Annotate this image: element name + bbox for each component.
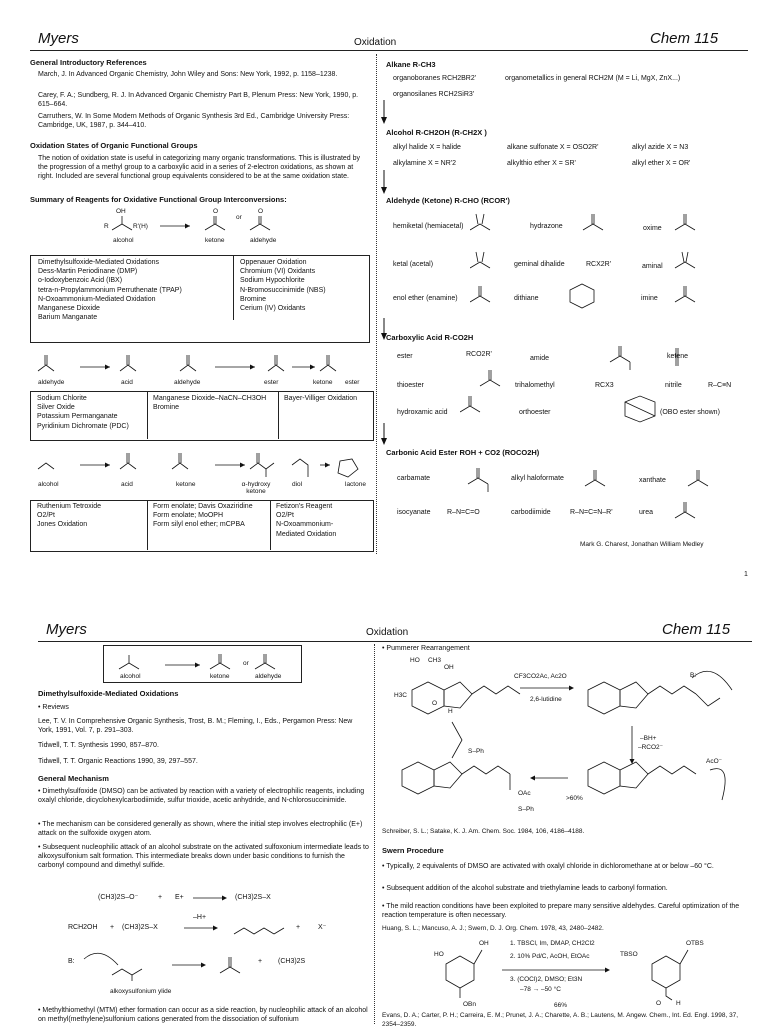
swern-label-oh: OH [479, 940, 489, 947]
acid-item-ester: ester [397, 353, 413, 360]
box1-right-3: N-Bromosuccinimide (NBS) [240, 286, 326, 294]
carbonic-item-carbamate: carbamate [397, 475, 431, 482]
acid-item-amide: amide [530, 355, 550, 362]
column-divider [376, 54, 377, 554]
box1-right-0: Oppenauer Oxidation [240, 259, 307, 266]
states-title: Oxidation States of Organic Functional Groups [30, 141, 198, 150]
pummerer-step-2b: –RCO2⁻ [638, 744, 664, 751]
pummerer-label-base: B: [690, 672, 697, 679]
row2-label-2: aldehyde [174, 379, 201, 386]
box2-c1-2: Potassium Permanganate [37, 413, 118, 421]
alkane-title: Alkane R-CH3 [386, 60, 436, 69]
box2-col-3 [284, 394, 357, 403]
box3-divider-1 [147, 500, 148, 550]
header-center: Oxidation [354, 37, 397, 48]
acid-item-orthoester: orthoester [519, 409, 551, 416]
pummerer-label-sph-2: S–Ph [518, 806, 534, 813]
row3-label-1: acid [121, 481, 133, 488]
mech-eq1-plus: + [158, 894, 163, 901]
row2-label-4: ketone [313, 379, 333, 386]
box1-left-5: Manganese Dioxide [38, 305, 100, 313]
mech-eq3-dms: (CH3)2S [278, 958, 306, 965]
box3-c3-1: O2/Pt [276, 512, 294, 520]
review-2: Tidwell, T. T. Synthesis 1990, 857–870. [38, 742, 159, 749]
box3-c1-0: Ruthenium Tetroxide [37, 503, 102, 510]
swern-step-1: 1. TBSCl, Im, DMAP, CH2Cl2 [510, 940, 595, 947]
box2-col-1 [37, 394, 129, 431]
box3-c3-0: Fetizon's Reagent [276, 503, 333, 510]
pummerer-yield: >60% [566, 795, 583, 802]
row3-label-0: alcohol [38, 481, 59, 488]
review-3: Tidwell, T. T. Organic Reactions 1990, 39, 297–557. [38, 758, 198, 765]
mech-bullet-1: • Dimethylsulfoxide (DMSO) can be activated by reaction with a variety of electrophilic reagents, including oxalyl chloride, dicyclohexylcarbodiimide, sulfur trioxide, acetic anhydride, and N-chlorosuccinimide. [38, 788, 365, 804]
p2-header-left: Myers [46, 621, 87, 638]
mech-bullet-2: • The mechanism can be considered generally as shown, where the initial step involves electrophilic (E+) attack on the sulfoxide oxygen atom. [38, 821, 363, 837]
ald-item-enol-ether: enol ether (enamine) [393, 295, 458, 302]
mech-eq1-e: E+ [175, 894, 184, 901]
box1-left-4: N-Oxoammonium-Mediated Oxidation [38, 295, 156, 303]
swern-label-otbs: OTBS [686, 940, 704, 947]
ald-item-rcx2r: RCX2R' [586, 261, 612, 268]
carbonic-item-xanthate: xanthate [639, 477, 666, 484]
box3-c2-1: Form enolate; MoOPH [153, 512, 224, 520]
arrow-down-1 [378, 100, 390, 126]
mechanism-title: General Mechanism [38, 774, 109, 783]
row3-label-3: α-hydroxy ketone [241, 481, 271, 495]
row2-label-0: aldehyde [38, 379, 65, 386]
alcohol-item-3: alkylamine X = NR'2 [393, 160, 456, 167]
mech-eq1-arrow [193, 893, 229, 903]
page-number: 1 [744, 571, 748, 578]
ref-1: March, J. In Advanced Organic Chemistry, John Wiley and Sons: New York, 1992, p. 1158–1238. [38, 71, 338, 78]
box1-left-list [38, 258, 228, 322]
s1-o2: O [258, 208, 264, 215]
box1-divider [233, 255, 234, 320]
box3-col-2 [153, 502, 253, 530]
p2-header-right: Chem 115 [662, 621, 731, 638]
header-right: Chem 115 [650, 30, 719, 47]
acid-item-rcn: R–C≡N [708, 382, 732, 389]
alcohol-item-4: alkylthio ether X = SR' [507, 160, 576, 167]
pummerer-step-2a: –BH+ [640, 735, 657, 742]
s1-rh: R'(H) [133, 223, 148, 230]
pummerer-label-ho: HO [410, 657, 420, 664]
box3-col-1 [37, 502, 101, 530]
mech-eq2-h: –H+ [193, 914, 207, 921]
pummerer-label-aco: AcO⁻ [706, 758, 723, 765]
ald-item-ketal: ketal (acetal) [393, 261, 434, 268]
header-rule [30, 50, 748, 51]
swern-step-3: 3. (COCl)2, DMSO; Et3N [510, 976, 583, 983]
s1-aldehyde: aldehyde [250, 237, 277, 244]
aldehyde-title: Aldehyde (Ketone) R-CHO (RCOR') [386, 196, 510, 205]
s1-o1: O [213, 208, 219, 215]
row3-label-4: diol [292, 481, 303, 488]
pummerer-reagent-2: 2,6-lutidine [530, 696, 562, 703]
pummerer-label-h3c: H3C [394, 692, 408, 699]
alcohol-title: Alcohol R-CH2OH (R-CH2X ) [386, 128, 487, 137]
swern-step-2: 2. 10% Pd/C, AcOH, EtOAc [510, 953, 590, 960]
acid-item-hydroxamic: hydroxamic acid [397, 409, 448, 416]
box1-left-6: Barium Manganate [38, 314, 98, 322]
alcohol-item-5: alkyl ether X = OR' [632, 160, 691, 167]
swern-bullet-3: • The mild reaction conditions have been exploited to prepare many sensitive aldehydes. Careful optimization of the reaction temperature is often necessary. [382, 903, 740, 919]
box3-col-3 [276, 502, 336, 539]
box3-c1-1: O2/Pt [37, 512, 55, 520]
ald-item-hydrazone: hydrazone [530, 223, 563, 230]
ref-3: Carruthers, W. In Some Modern Methods of Organic Synthesis 3rd Ed., Cambridge University Press: Cambridge, UK, 1987, p. 344–410. [38, 113, 350, 129]
box2-c1-3: Pyridinium Dichromate (PDC) [37, 422, 129, 430]
box3-c2-2: Form silyl enol ether; mCPBA [153, 521, 245, 529]
ald-item-dithiane: dithiane [514, 295, 539, 302]
ald-item-hemiketal: hemiketal (hemiacetal) [393, 223, 464, 230]
carbonic-item-isocyanate: isocyanate [397, 509, 431, 516]
mech-eq3-base: B: [68, 958, 75, 965]
row3-label-2: ketone [176, 481, 196, 488]
acid-title: Carboxylic Acid R-CO2H [386, 333, 474, 342]
acid-item-rcx3: RCX3 [595, 382, 614, 389]
s1-or: or [236, 214, 242, 221]
mech-eq2-rch2oh: RCH2OH [68, 924, 98, 931]
box3-divider-2 [270, 500, 271, 550]
acid-equivalent-structures [460, 340, 680, 425]
swern-title: Swern Procedure [382, 846, 444, 855]
box3-c2-0: Form enolate; Davis Oxaziridine [153, 503, 253, 510]
box2-divider-2 [278, 391, 279, 439]
row2-label-3: ester [264, 379, 279, 386]
s1-r: R [104, 223, 109, 230]
aldehyde-equivalent-structures [470, 208, 730, 318]
p2-scheme-ketone: ketone [210, 673, 230, 680]
box2-col-2 [153, 394, 266, 412]
scheme-row-3 [30, 443, 370, 483]
box1-right-2: Sodium Hypochlorite [240, 277, 305, 285]
pummerer-ref: Schreiber, S. L.; Satake, K. J. Am. Chem. Soc. 1984, 106, 4186–4188. [382, 828, 585, 835]
carbonic-item-urea: urea [639, 509, 654, 516]
box2-c3-0: Bayer-Villiger Oxidation [284, 395, 358, 402]
acid-item-thioester: thioester [397, 382, 424, 389]
p2-scheme-alcohol: alcohol [120, 673, 141, 680]
states-text: The notion of oxidation state is useful in categorizing many organic transformations. This is illustrated by the progression of a methyl group to a carboxylic acid in a series of 2-electron oxidations, as shown at right. Included are several functional group equivalents considered to be at the same oxidation state. [38, 155, 361, 180]
box1-left-3: tetra-n-Propylammonium Perruthenate (TPAP) [38, 286, 182, 294]
mech-eq2-x: X⁻ [318, 924, 327, 931]
carbonic-item-rnco: R–N=C=O [447, 509, 480, 516]
header-left: Myers [38, 30, 79, 47]
alcohol-item-2: alkyl azide X = N3 [632, 144, 689, 151]
carbonic-item-rncnr: R–N=C=N–R' [570, 509, 613, 516]
s1-alcohol: alcohol [113, 237, 134, 244]
box2-c2-0: Manganese Dioxide–NaCN–CH3OH [153, 395, 267, 402]
mech-eq2-plus: + [110, 924, 115, 931]
mech-eq2-plus2: + [296, 924, 301, 931]
swern-ref-2: Evans, D. A.; Carter, P. H.; Carreira, E. M.; Prunet, J. A.; Charette, A. B.; Lautens, M. Angew. Chem., Int. Ed. Engl. 1998, 37, 2354–2359. [382, 1012, 739, 1028]
carbonic-title: Carbonic Acid Ester ROH + CO2 (ROCO2H) [386, 448, 540, 457]
s1-ketone: ketone [205, 237, 225, 244]
pummerer-title: • Pummerer Rearrangement [382, 645, 470, 652]
p2-scheme-or: or [243, 660, 249, 667]
ylide-label: alkoxysulfonium ylide [110, 988, 172, 995]
box1-left-1: Dess-Martin Periodinane (DMP) [38, 268, 138, 276]
pummerer-label-oac: OAc [518, 790, 531, 797]
swern-ref: Huang, S. L.; Mancuso, A. J.; Swern, D. J. Org. Chem. 1978, 43, 2480–2482. [382, 925, 604, 932]
box1-right-4: Bromine [240, 295, 267, 303]
carbonic-item-haloformate: alkyl haloformate [511, 475, 564, 482]
swern-label-o: O [656, 1000, 662, 1007]
swern-step-4: –78 → –50 °C [520, 986, 561, 993]
p2-column-divider [374, 644, 375, 1024]
p2-scheme-aldehyde: aldehyde [255, 673, 282, 680]
swern-label-h: H [676, 1000, 681, 1007]
swern-bullet-1: • Typically, 2 equivalents of DMSO are activated with oxalyl chloride in dichloromethane at or below –60 °C. [382, 863, 714, 870]
pummerer-label-sph: S–Ph [468, 748, 484, 755]
box1-right-5: Cerium (IV) Oxidants [240, 305, 306, 313]
pummerer-label-h: H [448, 708, 453, 715]
box3-c3-2: N-Oxoammonium- [276, 521, 334, 529]
row2-label-1: acid [121, 379, 133, 386]
acid-item-obo: (OBO ester shown) [660, 409, 720, 416]
p2-header-rule [38, 641, 752, 642]
mech-eq1-dmso: (CH3)2S–O⁻ [98, 894, 139, 901]
ald-item-aminal: aminal [642, 263, 663, 270]
swern-label-tbso: TBSO [620, 951, 638, 958]
alcohol-item-0: alkyl halide X = halide [393, 144, 461, 151]
box3-c1-2: Jones Oxidation [37, 521, 88, 529]
box2-c2-1: Bromine [153, 404, 180, 412]
ref-2: Carey, F. A.; Sundberg, R. J. In Advanced Organic Chemistry Part B, Plenum Press: New York, 1990, p. 615–664. [38, 92, 359, 108]
mech-bullet-3: • Subsequent nucleophilic attack of an alcohol substrate on the activated sulfoxonium intermediate leads to alkoxysulfonium salt formation. This intermediate breaks down under basic conditions to furnish the carbonyl compound and dimethyl sulfide. [38, 844, 369, 869]
acid-item-nitrile: nitrile [665, 382, 682, 389]
acid-item-trihalomethyl: trihalomethyl [515, 382, 555, 389]
mech-eq2-sx: (CH3)2S–X [122, 924, 158, 931]
carbonic-item-carbodiimide: carbodiimide [511, 509, 551, 516]
acid-item-ketene: ketene [667, 353, 689, 360]
pummerer-label-o: O [432, 700, 438, 707]
box1-right-list [240, 258, 365, 313]
box2-divider-1 [147, 391, 148, 439]
box2-c1-1: Silver Oxide [37, 404, 75, 412]
pummerer-label-ch3: CH3 [428, 657, 442, 664]
swern-yield: 66% [554, 1002, 568, 1009]
summary-title: Summary of Reagents for Oxidative Functional Group Interconversions: [30, 195, 287, 204]
alkane-item-2: organosilanes RCH2SiR3' [393, 91, 475, 98]
row2-label-5: ester [345, 379, 360, 386]
mech-eq3-plus: + [258, 958, 263, 965]
swern-label-ho: HO [434, 951, 444, 958]
arrow-down-2 [378, 170, 390, 196]
mtm-note: • Methylthiomethyl (MTM) ether formation can occur as a side reaction, by nucleophilic attack of an alcohol on methyl(methylene)sulfonium cations generated from the dissociation of sulfonium [38, 1007, 368, 1023]
p2-header-center: Oxidation [366, 627, 409, 638]
swern-bullet-2: • Subsequent addition of the alcohol substrate and triethylamine leads to carbonyl formation. [382, 885, 668, 892]
alkane-item-0: organoboranes RCH2BR2' [393, 75, 477, 82]
reviews-label: • Reviews [38, 704, 69, 711]
scheme-row-2 [30, 345, 370, 379]
ald-item-imine: imine [641, 295, 658, 302]
mech-eq2-arrow [184, 923, 220, 933]
box2-c1-0: Sodium Chlorite [37, 395, 87, 402]
mech-eq2-alkoxysulfonium [232, 912, 292, 940]
mech-eq1-product: (CH3)2S–X [235, 894, 271, 901]
box1-left-2: o-Iodoxybenzoic Acid (IBX) [38, 277, 123, 285]
mech-eq3-ylide-scheme [80, 945, 280, 985]
pummerer-reagent-1: CF3CO2Ac, Ac2O [514, 673, 567, 680]
ald-item-gem-dihalide: geminal dihalide [514, 261, 565, 268]
box1-right-1: Chromium (VI) Oxidants [240, 268, 316, 276]
carbonic-equivalent-structures [460, 460, 720, 530]
box1-left-0: Dimethylsulfoxide-Mediated Oxidations [38, 259, 159, 266]
alcohol-item-1: alkane sulfonate X = OSO2R' [507, 144, 599, 151]
pummerer-label-oh: OH [444, 664, 454, 671]
arrow-down-4 [378, 423, 390, 447]
authors: Mark G. Charest, Jonathan William Medley [580, 541, 704, 548]
acid-item-rco2r: RCO2R' [466, 351, 492, 358]
s1-oh: OH [116, 208, 126, 215]
swern-label-obn: OBn [463, 1001, 477, 1008]
dmso-title: Dimethylsulfoxide-Mediated Oxidations [38, 689, 179, 698]
ald-item-oxime: oxime [643, 225, 662, 232]
row3-label-5: lactone [345, 481, 366, 488]
alkane-item-1: organometallics in general RCH2M (M = Li, MgX, ZnX...) [505, 75, 681, 82]
refs-title: General Introductory References [30, 58, 147, 67]
box3-c3-3: Mediated Oxidation [276, 530, 337, 538]
review-1: Lee, T. V. In Comprehensive Organic Synthesis, Trost, B. M.; Fleming, I., Eds., Pergamon Press: New York, 1991, Vol. 7, p. 291–303. [38, 718, 353, 734]
